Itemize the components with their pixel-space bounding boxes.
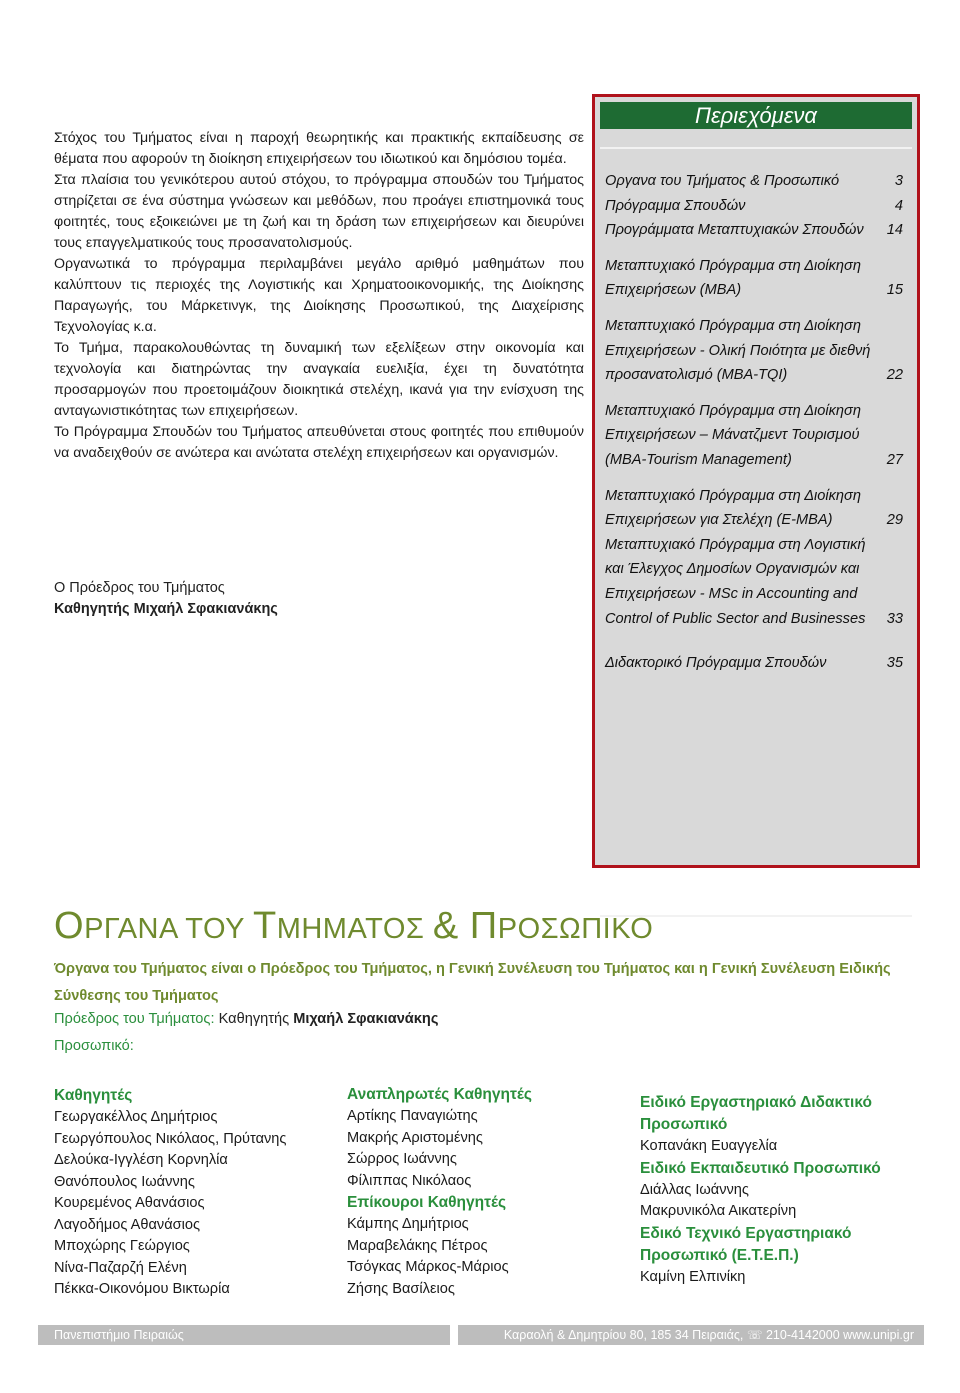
toc-entry[interactable] [605, 314, 907, 388]
section-title [54, 905, 653, 948]
toc-entry[interactable] [605, 651, 907, 676]
staff-member: Κάμπης Δημήτριος [347, 1216, 469, 1232]
page-footer [38, 1325, 924, 1345]
staff-member: Νίνα-Παζαρζή Ελένη [54, 1259, 187, 1276]
toc-entry-text: Προγράμματα Μεταπτυχιακών Σπουδών [605, 222, 864, 239]
signature-role: Ο Πρόεδρος του Τμήματος [54, 580, 225, 596]
staff-column-associate-assistant [347, 1084, 627, 1300]
staff-member: Θανόπουλος Ιωάννης [54, 1173, 195, 1190]
intro-paragraph: Το Πρόγραμμα Σπουδών του Τμήματος απευθύνεται στους φοιτητές που επιθυμούν να αναδειχθούν σε ανώτερα και ανώτατα στελέχη επιχειρήσεων και οργανισμών. [54, 424, 584, 461]
toc-title: Περιεχόμενα [600, 102, 912, 129]
section-title-part: ΜΗΜΑΤΟΣ [276, 913, 433, 945]
staff-column-special [640, 1092, 930, 1288]
section-title-part: & [432, 905, 470, 947]
intro-paragraph: Οργανωτικά το πρόγραμμα περιλαμβάνει μεγάλο αριθμό μαθημάτων που καλύπτουν τις περιοχές της Λογιστικής και Χρηματοοικονομικής, της Διοίκησης Παραγωγής, του Μάρκετινγκ, της Διοίκησης Προσωπικού, της Διαχείρισης Τεχνολογίας κ.α. [54, 256, 584, 335]
staff-group-heading: Εδικό Τεχνικό Εργαστηριακό Προσωπικό (Ε.Τ.Ε.Π.) [640, 1224, 852, 1264]
staff-member: Ζήσης Βασίλειος [347, 1280, 455, 1297]
staff-member: Γεωργακέλλος Δημήτριος [54, 1109, 218, 1125]
toc-divider [600, 147, 912, 149]
staff-group-heading: Καθηγητές [54, 1087, 133, 1104]
intro-paragraph: Στόχος του Τμήματος είναι η παροχή θεωρητικής και πρακτικής εκπαίδευσης σε θέματα που αφορούν τη διοίκηση επιχειρήσεων του ιδιωτικού και δημόσιου τομέα. [54, 130, 584, 167]
staff-group-heading: Επίκουροι Καθηγητές [347, 1194, 507, 1211]
staff-label: Προσωπικό: [54, 1038, 134, 1054]
section-title-part: Τ [252, 905, 277, 947]
staff-member: Σώρρος Ιωάννης [347, 1151, 457, 1167]
toc-entry-text: Μεταπτυχιακό Πρόγραμμα στη Διοίκηση Επιχειρήσεων (MBA) [605, 257, 861, 299]
chair-label: Πρόεδρος του Τμήματος: [54, 1011, 215, 1027]
section-title-part: ΡΓΑΝΑ ΤΟΥ [84, 913, 253, 945]
staff-group-heading: Αναπληρωτές Καθηγητές [347, 1086, 532, 1103]
staff-member: Τσόγκας Μάρκος-Μάριος [347, 1259, 509, 1275]
staff-member: Διάλλας Ιωάννης [640, 1181, 749, 1198]
toc-entry[interactable] [605, 254, 907, 303]
staff-member: Κοπανάκη Ευαγγελία [640, 1138, 778, 1154]
toc-entry[interactable] [605, 218, 907, 243]
toc-entry-page: 29 [886, 512, 903, 529]
staff-member: Γεωργόπουλος Νικόλαος, Πρύτανης [54, 1130, 287, 1147]
staff-member: Δελούκα-Ιγγλέση Κορνηλία [54, 1152, 228, 1168]
toc-entry-text: Οργανα του Τμήματος & Προσωπικό [605, 173, 840, 189]
staff-member: Μαραβελάκης Πέτρος [347, 1237, 488, 1254]
toc-entry-text: Διδακτορικό Πρόγραμμα Σπουδών [605, 655, 827, 672]
staff-member: Φίλιππας Νικόλαος [347, 1172, 472, 1189]
staff-member: Καμίνη Ελπινίκη [640, 1268, 746, 1285]
staff-group-heading: Ειδικό Εκπαιδευτικό Προσωπικό [640, 1159, 881, 1177]
chair-line [54, 1011, 438, 1027]
toc-entry-text: Μεταπτυχιακό Πρόγραμμα στη Διοίκηση Επιχειρήσεων - Ολική Ποιότητα με διεθνή προσανατολισμό (MBA-TQI) [605, 317, 871, 384]
footer-university: Πανεπιστήμιο Πειραιώς [38, 1325, 450, 1345]
section-lead: Όργανα του Τμήματος είναι ο Πρόεδρος του Τμήματος, η Γενική Συνέλευση του Τμήματος και η Γενική Συνέλευση Ειδικής Σύνθεσης του Τμήματος [54, 961, 891, 1004]
toc-entry-text: Μεταπτυχιακό Πρόγραμμα στη Διοίκηση Επιχειρήσεων για Στελέχη (E-MBA) [605, 487, 861, 529]
toc-entry-page: 15 [886, 282, 903, 299]
toc-entry[interactable] [605, 194, 907, 219]
staff-group-heading: Ειδικό Εργαστηριακό Διδακτικό Προσωπικό [640, 1094, 872, 1133]
signature-name: Καθηγητής Μιχαήλ Σφακιανάκης [54, 601, 278, 617]
staff-column-professors [54, 1085, 344, 1301]
chair-name: Μιχαήλ Σφακιανάκης [293, 1011, 439, 1027]
toc-entry[interactable] [605, 533, 907, 631]
toc-entry-page: 4 [894, 197, 903, 214]
staff-member: Αρτίκης Παναγιώτης [347, 1108, 478, 1124]
toc-entry-page: 3 [894, 173, 903, 189]
toc-entry[interactable] [605, 484, 907, 533]
staff-member: Μακρυνικόλα Αικατερίνη [640, 1203, 797, 1219]
chair-title: Καθηγητής [218, 1011, 290, 1027]
section-title-part: ΡΟΣΩΠΙΚΟ [497, 913, 654, 945]
table-of-contents [592, 94, 920, 868]
toc-entry-text: Μεταπτυχιακό Πρόγραμμα στη Λογιστική και Έλεγχος Δημοσίων Οργανισμών και Επιχειρήσεων - MSc in Accounting and Control of Public Sector and Businesses [605, 536, 866, 627]
footer-contact: Καραολή & Δημητρίου 80, 185 34 Πειραιάς, ☏ 210-4142000 www.unipi.gr [458, 1325, 924, 1345]
toc-entry-page: 14 [886, 222, 903, 239]
toc-entry-text: Πρόγραμμα Σπουδών [605, 197, 746, 214]
toc-entry[interactable] [605, 399, 907, 473]
staff-member: Λαγοδήμος Αθανάσιος [54, 1216, 201, 1233]
toc-entry-page: 22 [886, 367, 903, 384]
intro-paragraph: Στα πλαίσια του γενικότερου αυτού στόχου, το πρόγραμμα σπουδών του Τμήματος στηρίζεται σε ένα σύστημα γνώσεων και μεθόδων, που προάγει επιστημονικά τους φοιτητές, τους εξοικειώνει με τη ζωή και τη δράση των επιχειρήσεων και διευρύνει τους επαγγελματικούς τους προσανατολισμούς. [54, 172, 584, 251]
section-title-part: Π [469, 905, 498, 947]
signature [54, 578, 278, 620]
intro-paragraph: Το Τμήμα, παρακολουθώντας τη δυναμική των εξελίξεων στην οικονομία και τεχνολογία και διατηρώντας την αναγκαία ευελιξία, έχει τη δυνατότητα προσαρμογών που προετοιμάζουν διοικητικά στελέχη, ικανά για την ενίσχυση της ανταγωνιστικότητας των επιχειρήσεων. [54, 340, 584, 419]
intro-text [54, 128, 584, 464]
staff-member: Μακρής Αριστομένης [347, 1129, 483, 1146]
staff-member: Κουρεμένος Αθανάσιος [54, 1195, 205, 1211]
staff-member: Πέκκα-Οικονόμου Βικτωρία [54, 1281, 230, 1297]
staff-member: Μποχώρης Γεώργιος [54, 1238, 190, 1254]
toc-entry-text: Μεταπτυχιακό Πρόγραμμα στη Διοίκηση Επιχειρήσεων – Μάνατζμεντ Τουρισμού (MBA-Tourism Management) [605, 402, 861, 468]
toc-entries [605, 169, 907, 676]
toc-entry-page: 33 [886, 610, 903, 627]
section-title-part: Ο [54, 905, 85, 947]
toc-entry-page: 35 [886, 655, 903, 672]
toc-entry-page: 27 [886, 451, 903, 468]
toc-entry[interactable] [605, 169, 907, 194]
